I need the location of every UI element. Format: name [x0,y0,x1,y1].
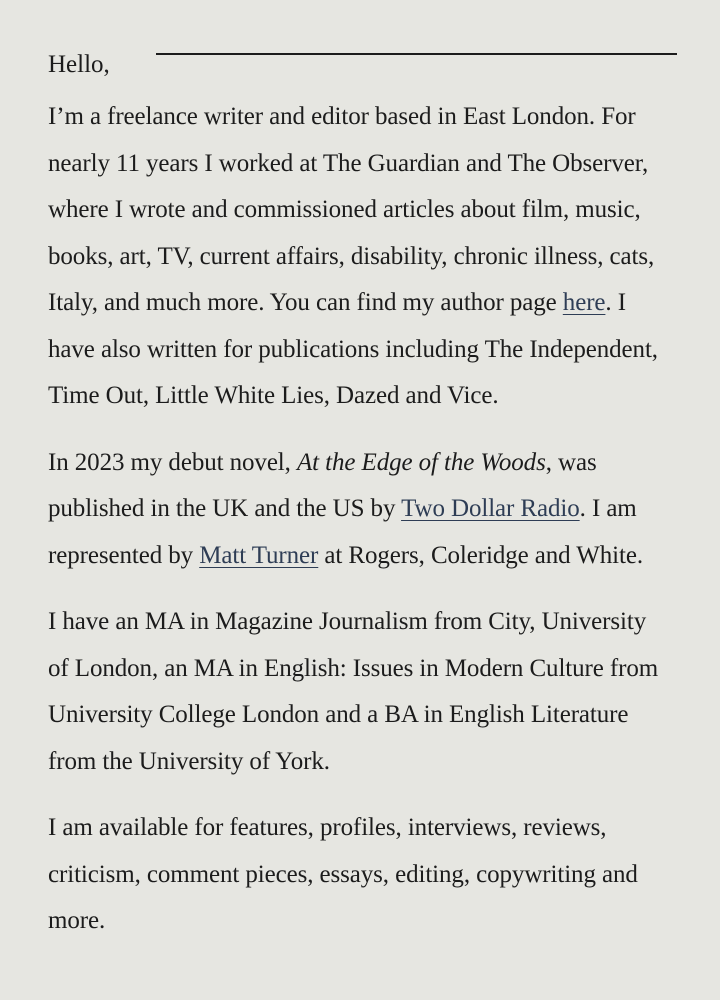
publisher-link[interactable]: Two Dollar Radio [401,495,580,522]
novel-paragraph [48,440,672,580]
greeting-row [48,36,672,94]
horizontal-rule [156,53,677,55]
education-paragraph: I have an MA in Magazine Journalism from City, University of London, an MA in English: Issues in Modern Culture from University College London and a BA in English Literature from the University of York. [48,608,659,775]
agent-link[interactable]: Matt Turner [199,541,319,569]
novel-text-agent: . I am represented by [48,495,637,569]
intro-text-end: . I have also written for publications including The Independent, Time Out, Little White Lies, Dazed and Vice. [48,289,658,409]
author-page-link[interactable]: here [562,289,606,316]
novel-title: At the Edge of the Woods [296,448,546,476]
availability-paragraph: I am available for features, profiles, interviews, reviews, criticism, comment pieces, essays, editing, copywriting and more. [48,814,638,934]
novel-text-end: at Rogers, Coleridge and White. [318,541,644,569]
intro-paragraph [48,94,672,420]
intro-text-start: I’m a freelance writer and editor based in East London. For nearly 11 years I worked at The Guardian and The Observer, where I wrote and commissioned articles about film, music, books, art, TV, current affairs, disability, chronic illness, cats, Italy, and much more. You can find my author page [48,103,655,316]
novel-text-middle: , was published in the UK and the US by [48,448,597,522]
greeting-text: Hello, [48,51,110,78]
novel-text-start: In 2023 my debut novel, [48,448,297,476]
